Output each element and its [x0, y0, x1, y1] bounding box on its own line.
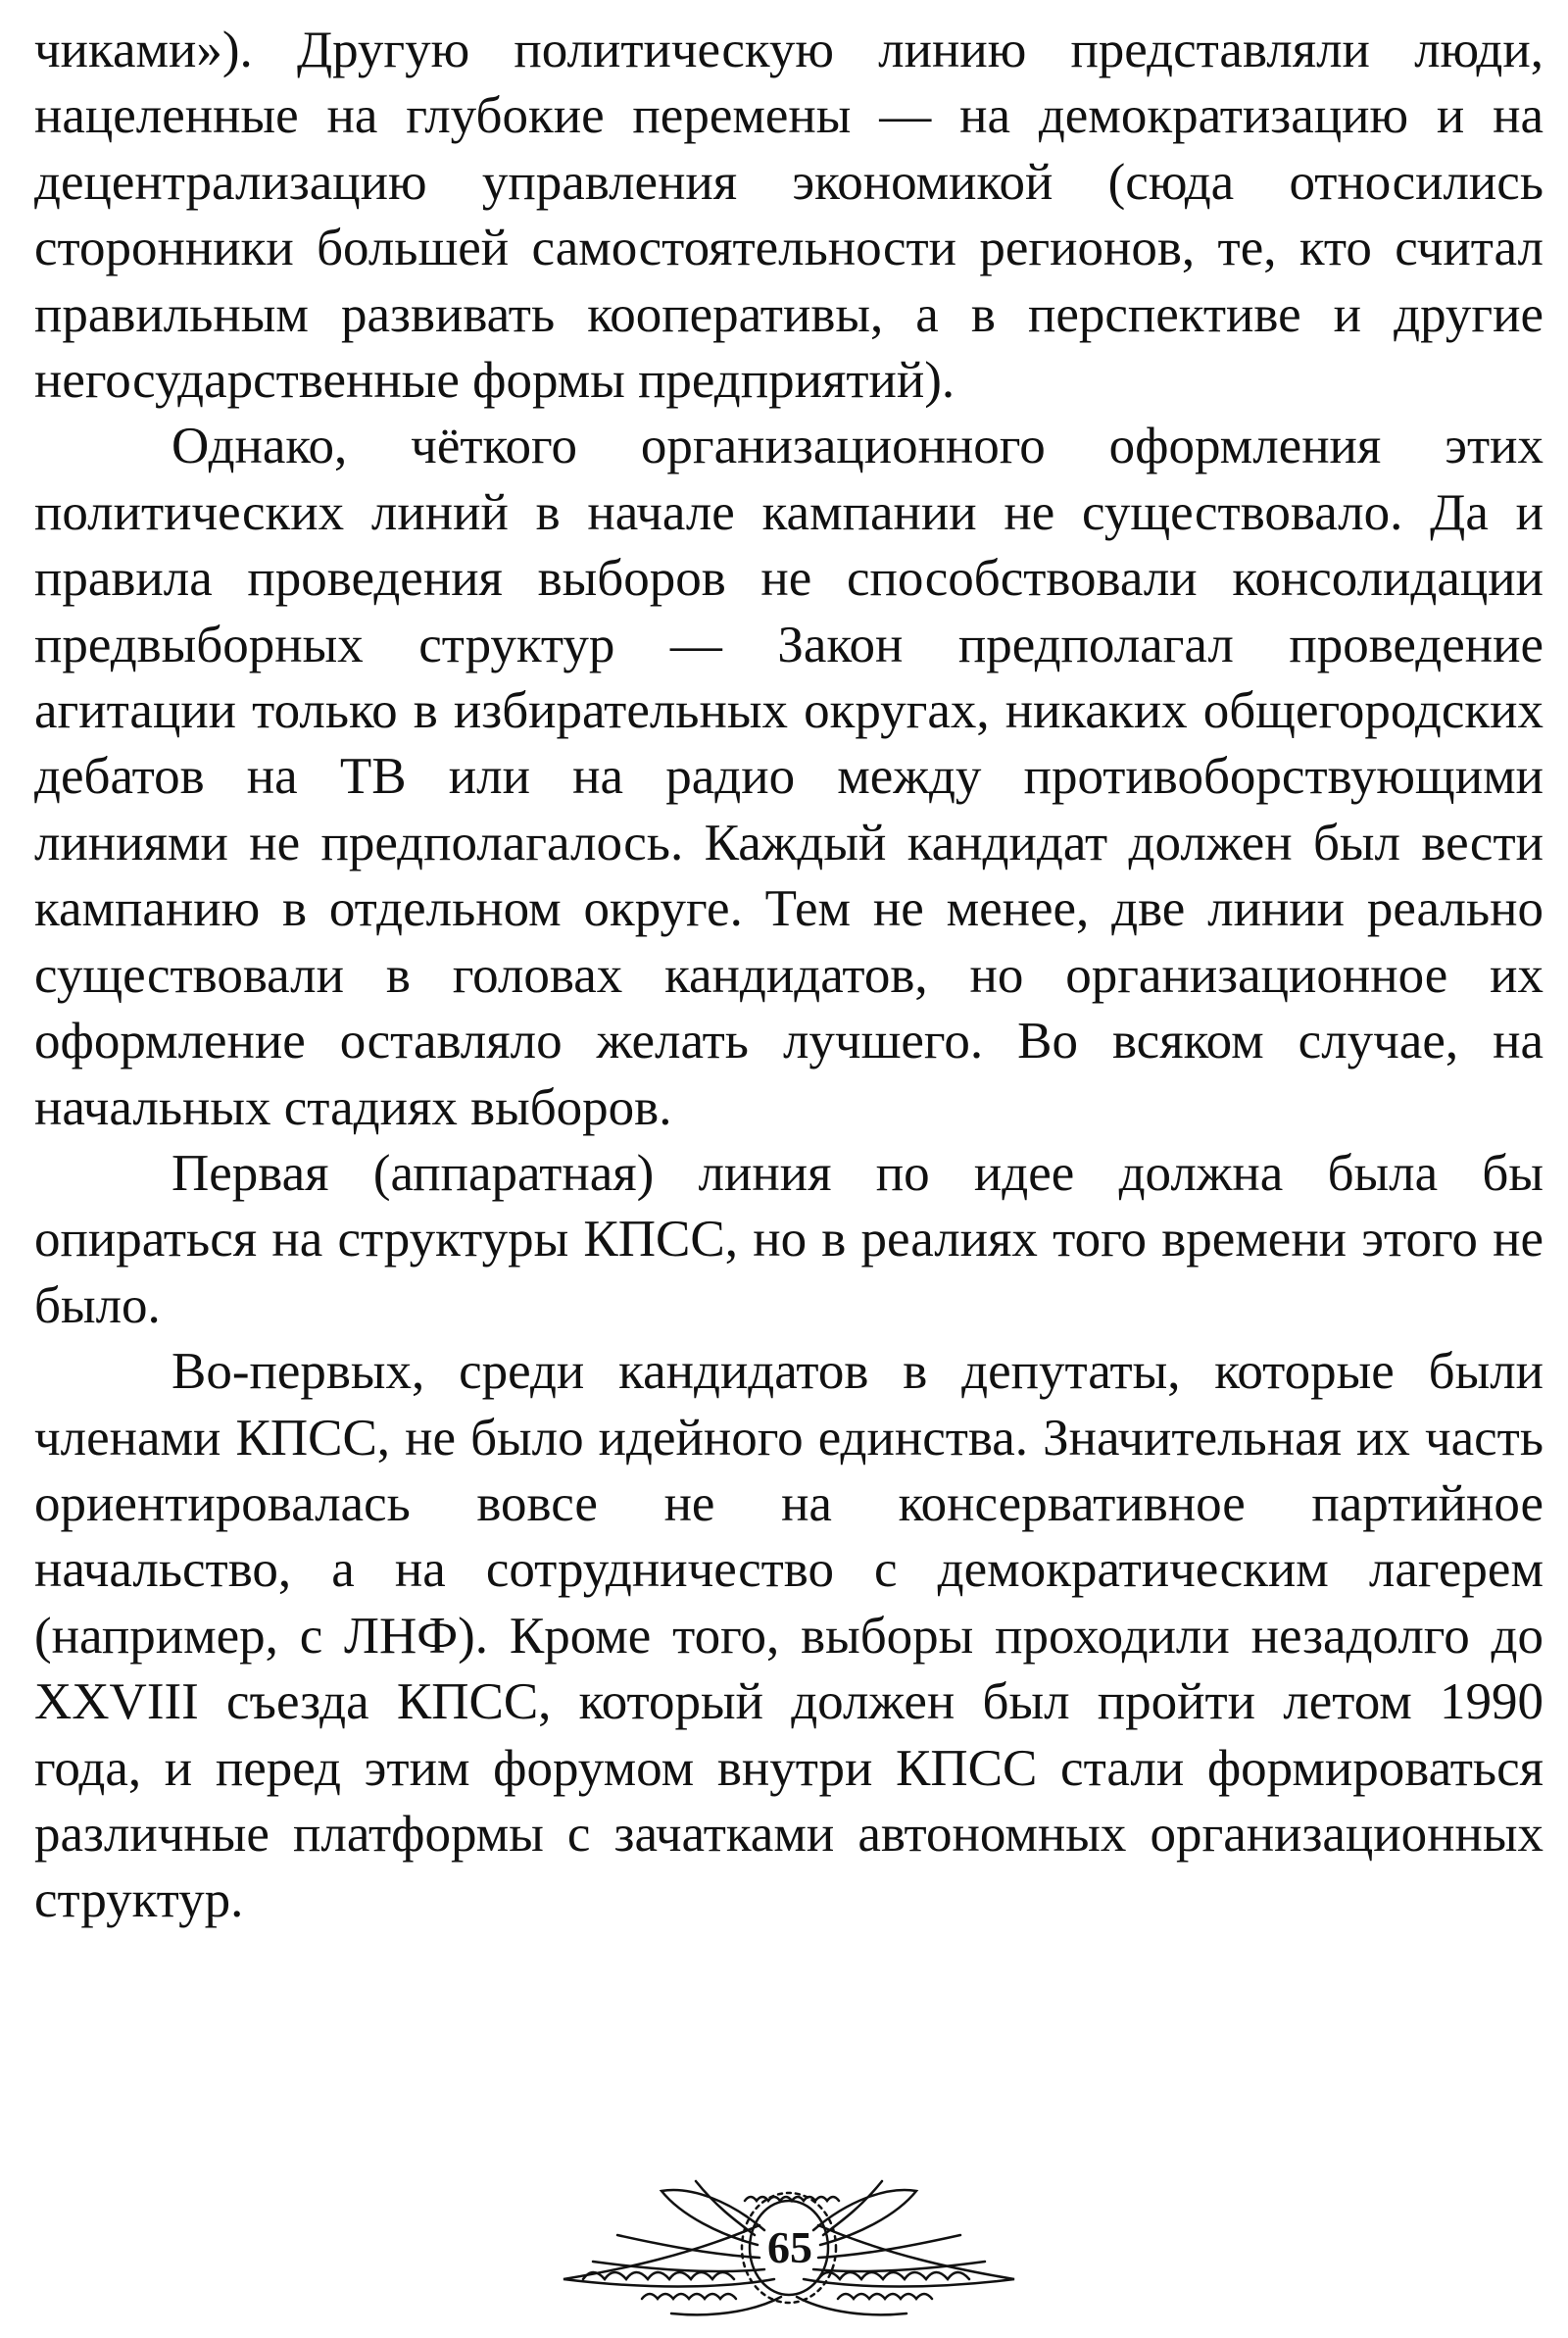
paragraph-organization: Однако, чёткого организационного оформления этих политических линий в начале кампании не существовало. Да и правила проведения выборов не способствовали консолидации предвыборных структур — Закон предполагал проведение агитации только в избирательных округах, никаких общегородских дебатов на ТВ или на радио между противоборствующими линиями не предполагалось. Каждый кандидат должен был вести кампанию в отдельном округе. Тем не менее, две линии реально существовали в головах кандидатов, но организационное их оформление оставляло желать лучшего. Во всяком случае, на начальных стадиях выборов.: [34, 418, 1544, 1136]
page-footer: [34, 2132, 1544, 2333]
page-number: 65: [767, 2222, 812, 2272]
book-page: [34, 0, 1544, 2338]
body-text: [34, 18, 1544, 1934]
paragraph-continuation: чиками»). Другую политическую линию представляли люди, нацеленные на глубокие перемены — на демократизацию и на децентрализацию управления экономикой (сюда относились сторонники большей самостоятельности регионов, те, кто считал правильным развивать кооперативы, а в перспективе и другие негосударственные формы предприятий).: [34, 22, 1544, 410]
paragraph-first-line: Первая (аппаратная) линия по идее должна была бы опираться на структуры КПСС, но в реалиях того времени этого не было.: [34, 1144, 1544, 1334]
paragraph-firstly: Во-первых, среди кандидатов в депутаты, которые были членами КПСС, не было идейного единства. Значительная их часть ориентировалась вовсе не на консервативное партийное начальство, а на сотрудничество с демократическим лагерем (например, с ЛНФ). Кроме того, выборы проходили незадолго до XXVIII съезда КПСС, который должен был пройти летом 1990 года, и перед этим форумом внутри КПСС стали формироваться различные платформы с зачатками автономных организационных структур.: [34, 1343, 1544, 1929]
